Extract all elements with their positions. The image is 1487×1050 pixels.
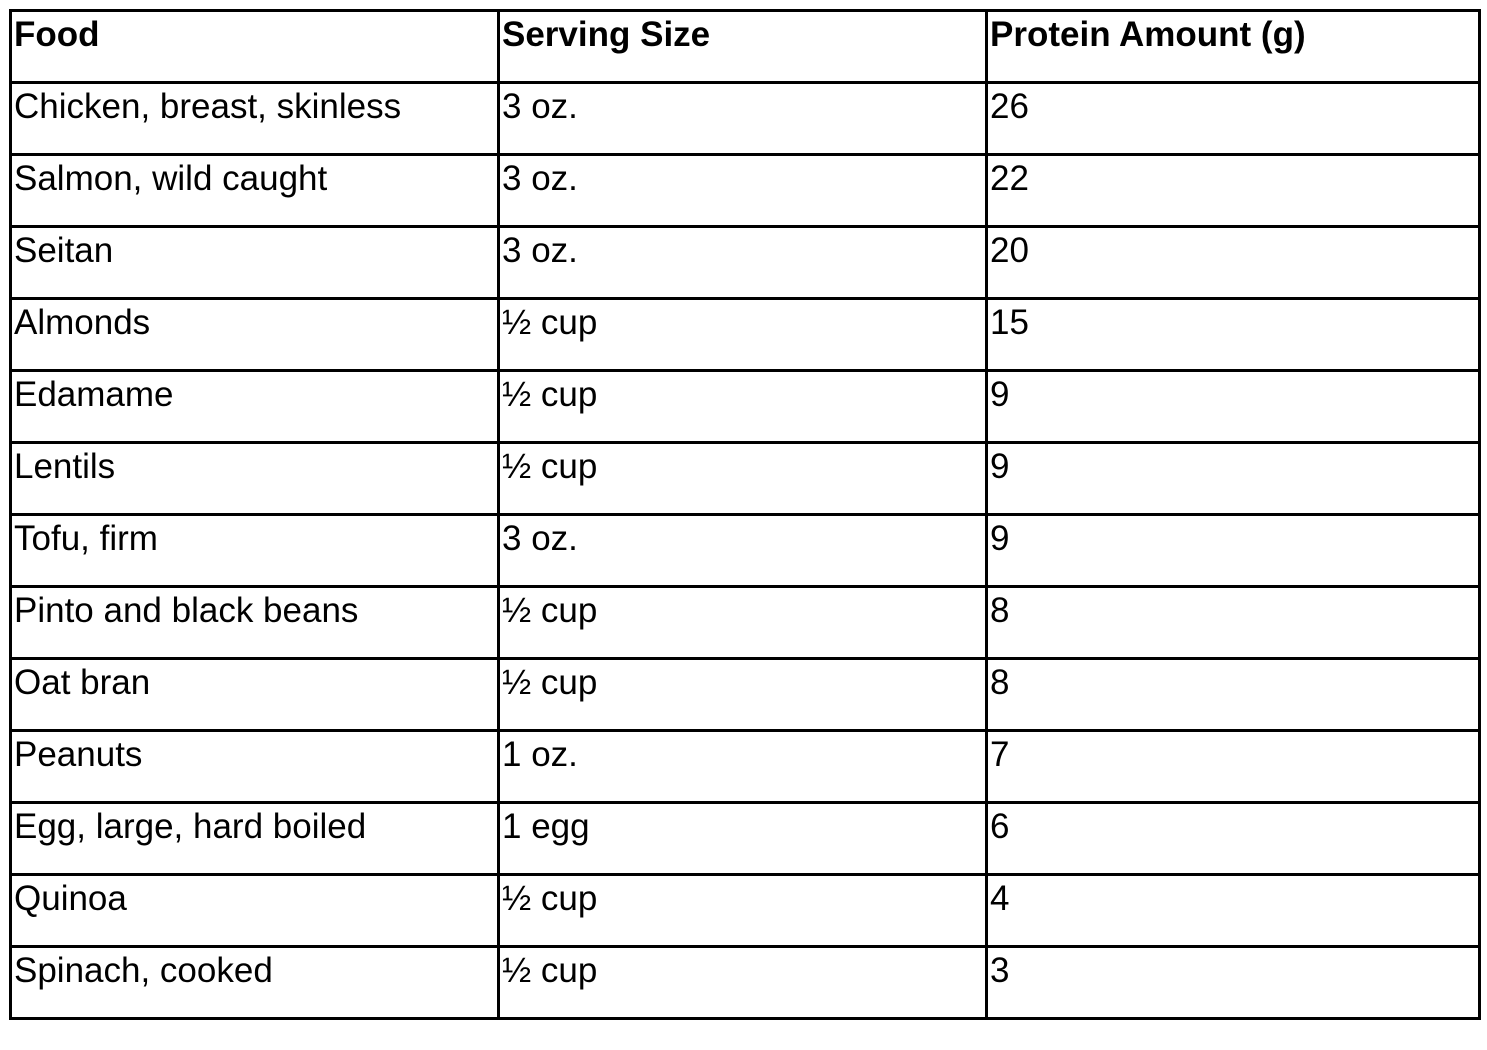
- table-row: [11, 83, 1480, 155]
- protein-amount-cell: 8: [987, 659, 1480, 731]
- protein-table: [9, 9, 1481, 1020]
- serving-size-cell: 1 oz.: [499, 731, 987, 803]
- serving-size-cell: ½ cup: [499, 947, 987, 1019]
- table-row: [11, 155, 1480, 227]
- protein-amount-cell: 9: [987, 515, 1480, 587]
- protein-amount-cell: 6: [987, 803, 1480, 875]
- table-row: [11, 443, 1480, 515]
- serving-size-cell: ½ cup: [499, 587, 987, 659]
- food-cell: Lentils: [11, 443, 499, 515]
- header-food: Food: [11, 11, 499, 83]
- protein-amount-cell: 7: [987, 731, 1480, 803]
- serving-size-cell: ½ cup: [499, 443, 987, 515]
- table-header-row: [11, 11, 1480, 83]
- food-cell: Chicken, breast, skinless: [11, 83, 499, 155]
- protein-amount-cell: 9: [987, 443, 1480, 515]
- protein-amount-cell: 9: [987, 371, 1480, 443]
- serving-size-cell: 3 oz.: [499, 227, 987, 299]
- header-protein-amount: Protein Amount (g): [987, 11, 1480, 83]
- protein-amount-cell: 26: [987, 83, 1480, 155]
- protein-amount-cell: 22: [987, 155, 1480, 227]
- protein-amount-cell: 4: [987, 875, 1480, 947]
- food-cell: Salmon, wild caught: [11, 155, 499, 227]
- serving-size-cell: 3 oz.: [499, 515, 987, 587]
- serving-size-cell: 1 egg: [499, 803, 987, 875]
- protein-amount-cell: 3: [987, 947, 1480, 1019]
- table-row: [11, 227, 1480, 299]
- table-row: [11, 659, 1480, 731]
- food-cell: Seitan: [11, 227, 499, 299]
- food-cell: Egg, large, hard boiled: [11, 803, 499, 875]
- serving-size-cell: ½ cup: [499, 371, 987, 443]
- table-row: [11, 299, 1480, 371]
- food-cell: Peanuts: [11, 731, 499, 803]
- table-row: [11, 947, 1480, 1019]
- food-cell: Tofu, firm: [11, 515, 499, 587]
- table-row: [11, 515, 1480, 587]
- table-row: [11, 803, 1480, 875]
- table-row: [11, 371, 1480, 443]
- food-cell: Oat bran: [11, 659, 499, 731]
- food-cell: Pinto and black beans: [11, 587, 499, 659]
- table-row: [11, 731, 1480, 803]
- food-cell: Edamame: [11, 371, 499, 443]
- serving-size-cell: 3 oz.: [499, 155, 987, 227]
- food-cell: Quinoa: [11, 875, 499, 947]
- table-row: [11, 875, 1480, 947]
- serving-size-cell: ½ cup: [499, 875, 987, 947]
- serving-size-cell: ½ cup: [499, 659, 987, 731]
- table-row: [11, 587, 1480, 659]
- serving-size-cell: ½ cup: [499, 299, 987, 371]
- protein-amount-cell: 8: [987, 587, 1480, 659]
- header-serving-size: Serving Size: [499, 11, 987, 83]
- food-cell: Almonds: [11, 299, 499, 371]
- serving-size-cell: 3 oz.: [499, 83, 987, 155]
- protein-amount-cell: 20: [987, 227, 1480, 299]
- food-cell: Spinach, cooked: [11, 947, 499, 1019]
- protein-amount-cell: 15: [987, 299, 1480, 371]
